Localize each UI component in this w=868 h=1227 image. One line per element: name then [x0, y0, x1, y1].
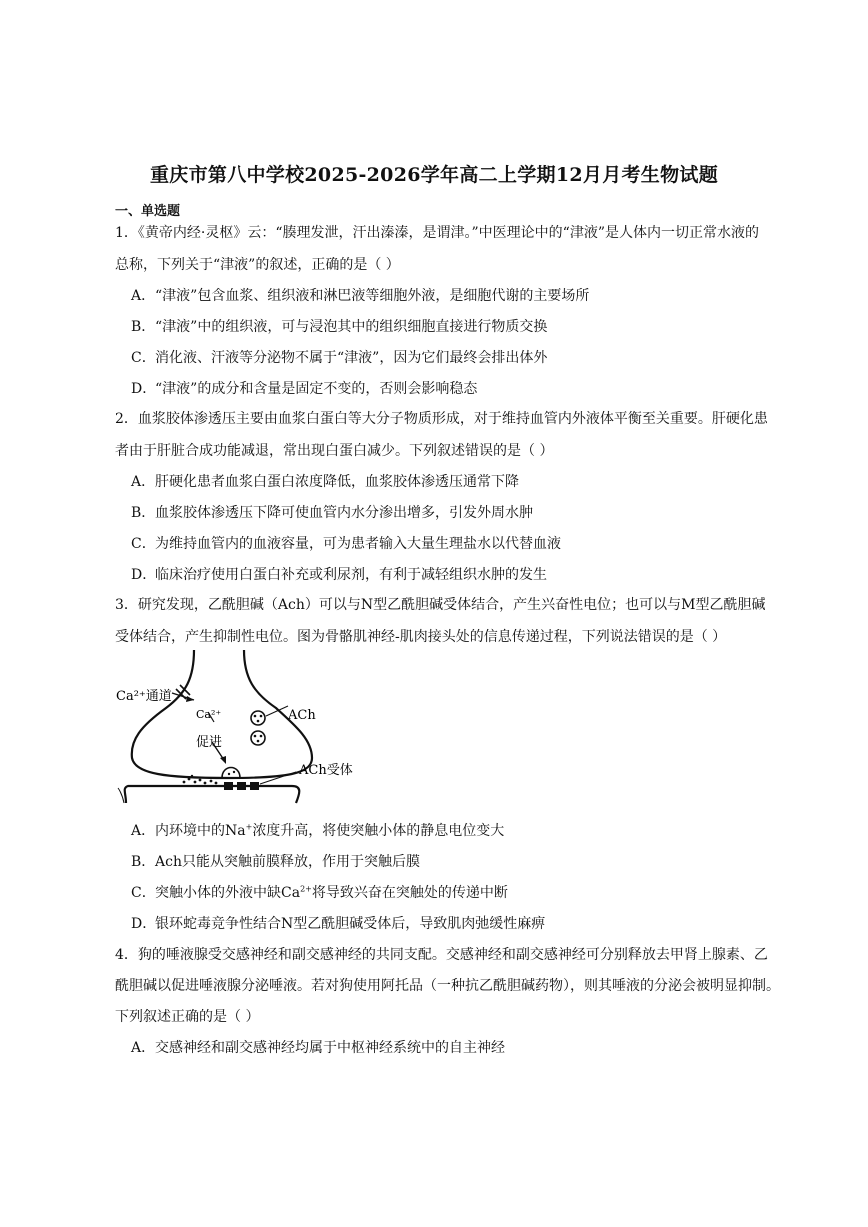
option-text-pre: 突触小体的外液中缺Ca	[155, 885, 301, 901]
option-label: A．	[131, 823, 156, 839]
ca-ion-label: Ca²⁺	[196, 708, 222, 721]
q4-stem-line3: 下列叙述正确的是（ ）	[115, 1009, 260, 1025]
option-label: D．	[131, 567, 157, 583]
option-text-sup: +	[245, 822, 253, 832]
exocytosis-vesicle	[222, 768, 240, 779]
q4-stem-line1: 4．狗的唾液腺受交感神经和副交感神经的共同支配。交感神经和副交感神经可分别释放去甲肾上腺素、乙	[115, 947, 768, 963]
ach-receptor-icon	[224, 782, 259, 790]
option-text: “津液”包含血浆、组织液和淋巴液等细胞外液，是细胞代谢的主要场所	[155, 288, 590, 304]
q3-stem-line2: 受体结合，产生抑制性电位。图为骨骼肌神经-肌肉接头处的信息传递过程，下列说法错误的是（ ）	[115, 629, 727, 645]
q1-option-c[interactable]	[131, 347, 751, 367]
option-text-post: 将导致兴奋在突触处的传递中断	[311, 885, 508, 901]
option-label: C．	[131, 536, 156, 552]
q4-option-a[interactable]	[131, 1037, 751, 1057]
option-label: A．	[131, 1040, 156, 1056]
option-text: “津液”中的组织液，可与浸泡其中的组织细胞直接进行物质交换	[155, 319, 548, 335]
option-label: B．	[131, 319, 156, 335]
synapse-diagram	[116, 648, 366, 808]
option-text: 交感神经和副交感神经均属于中枢神经系统中的自主神经	[155, 1040, 505, 1056]
ca-channel-label: Ca²⁺通道	[116, 689, 172, 704]
option-label: D．	[131, 381, 157, 397]
q2-option-c[interactable]	[131, 533, 751, 553]
q3-option-b[interactable]	[131, 851, 751, 871]
option-label: B．	[131, 505, 156, 521]
section-heading: 一、单选题	[115, 204, 181, 219]
option-text: 血浆胶体渗透压下降可使血管内水分渗出增多，引发外周水肿	[155, 505, 533, 521]
option-text-post: 浓度升高，将使突触小体的静息电位变大	[252, 823, 505, 839]
ach-receptor-label: ACh受体	[299, 763, 353, 778]
q2-option-d[interactable]	[131, 564, 751, 584]
option-text: 肝硬化患者血浆白蛋白浓度降低，血浆胶体渗透压通常下降	[155, 474, 519, 490]
promote-label: 促进	[196, 735, 223, 750]
q3-stem-line1: 3．研究发现，乙酰胆碱（Ach）可以与N型乙酰胆碱受体结合，产生兴奋性电位；也可以与M型乙酰胆碱	[115, 597, 766, 613]
option-label: D．	[131, 916, 157, 932]
q2-stem-line2: 者由于肝脏合成功能减退，常出现白蛋白减少。下列叙述错误的是（ ）	[115, 443, 554, 459]
vesicle-icon	[251, 731, 265, 745]
option-text: 临床治疗使用白蛋白补充或利尿剂，有利于减轻组织水肿的发生	[155, 567, 547, 583]
option-text-pre: 银环蛇毒竞争性结合N型乙酰胆碱受体后，导致肌肉弛缓性麻痹	[155, 916, 546, 932]
ach-label: ACh	[288, 708, 316, 723]
option-label: A．	[131, 288, 156, 304]
q3-option-a[interactable]	[131, 820, 751, 840]
option-text-sup: 2+	[300, 884, 312, 894]
option-label: B．	[131, 854, 156, 870]
q1-option-b[interactable]	[131, 316, 751, 336]
option-text: 消化液、汗液等分泌物不属于“津液”，因为它们最终会排出体外	[155, 350, 548, 366]
option-label: C．	[131, 350, 156, 366]
vesicle-icon	[251, 711, 265, 725]
q3-option-d[interactable]	[131, 913, 751, 933]
page-title: 重庆市第八中学校2025-2026学年高二上学期12月月考生物试题	[150, 164, 718, 186]
q1-option-d[interactable]	[131, 378, 751, 398]
option-text: 为维持血管内的血液容量，可为患者输入大量生理盐水以代替血液	[155, 536, 561, 552]
q1-stem-line2: 总称，下列关于“津液”的叙述，正确的是（ ）	[115, 257, 400, 273]
option-label: C．	[131, 885, 156, 901]
option-text: “津液”的成分和含量是固定不变的，否则会影响稳态	[155, 381, 478, 397]
q4-stem-line2: 酰胆碱以促进唾液腺分泌唾液。若对狗使用阿托品（一种抗乙酰胆碱药物），则其唾液的分泌会被明显抑制。	[115, 978, 780, 994]
q1-option-a[interactable]	[131, 285, 751, 305]
option-label: A．	[131, 474, 156, 490]
option-text-pre: Ach只能从突触前膜释放，作用于突触后膜	[155, 854, 420, 870]
q1-stem-line1: 1．《黄帝内经·灵枢》云：“腠理发泄，汗出溱溱，是谓津。”中医理论中的“津液”是人体内一切正常水液的	[115, 225, 759, 241]
q2-option-a[interactable]	[131, 471, 751, 491]
postsynaptic-membrane	[125, 786, 300, 803]
option-text-pre: 内环境中的Na	[155, 823, 246, 839]
q2-stem-line1: 2．血浆胶体渗透压主要由血浆白蛋白等大分子物质形成，对于维持血管内外液体平衡至关重要。肝硬化患	[115, 411, 768, 427]
q3-option-c[interactable]	[131, 882, 751, 902]
q2-option-b[interactable]	[131, 502, 751, 522]
